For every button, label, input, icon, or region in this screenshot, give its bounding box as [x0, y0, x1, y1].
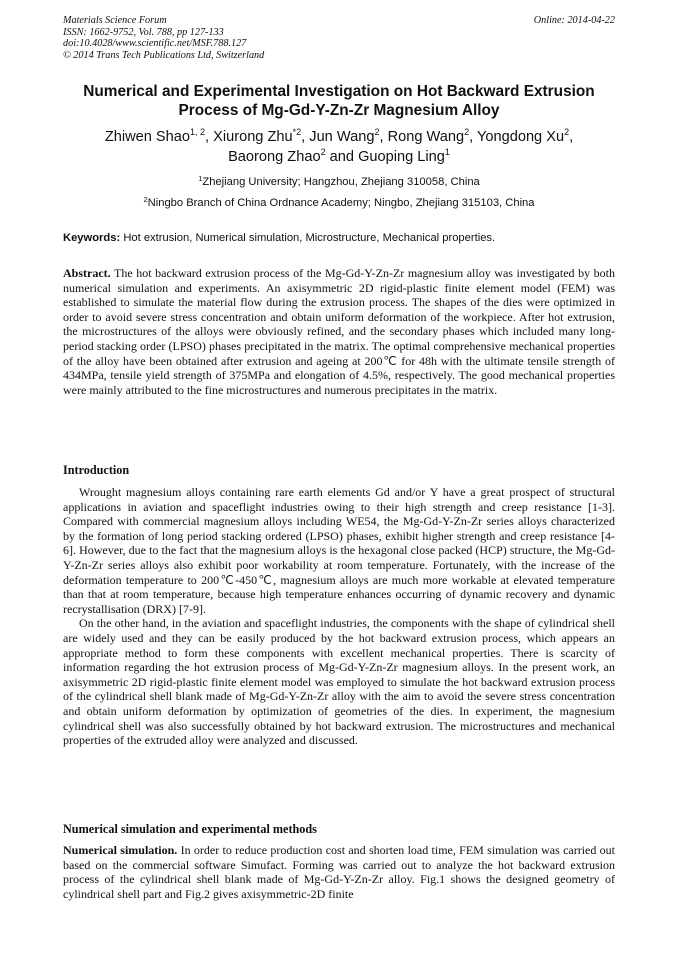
title-line-2: Process of Mg-Gd-Y-Zn-Zr Magnesium Alloy — [178, 102, 500, 119]
author-affil-mark: 2 — [464, 127, 470, 137]
author-affil-mark: 2 — [564, 127, 570, 137]
abstract — [63, 266, 615, 397]
journal-doi: doi:10.4028/www.scientific.net/MSF.788.127 — [63, 38, 247, 50]
title-line-1: Numerical and Experimental Investigation on Hot Backward Extrusion — [83, 83, 595, 100]
journal-copyright: © 2014 Trans Tech Publications Ltd, Switzerland — [63, 49, 265, 61]
journal-info — [63, 15, 615, 61]
author-separator: , — [301, 129, 310, 145]
author-affil-mark: 2 — [374, 127, 380, 137]
abstract-label: Abstract. — [63, 266, 111, 280]
author-separator: , — [379, 129, 388, 145]
author-list — [63, 127, 615, 167]
keywords — [63, 231, 615, 245]
introduction-paragraph-2: On the other hand, in the aviation and spaceflight industries, the components with the shape of cylindrical shell are widely used and they can be easily produced by the hot backward extrusion process, which appears an appropriate method to form these components with excellent mechanical properties. There is scarcity of information regarding the hot extrusion process of Mg-Gd-Y-Zn-Zr magnesium alloys. In the present work, an axisymmetric 2D rigid-plastic finite element model was employed to simulate the hot backward extrusion process of the cylindrical shell blank made of Mg-Gd-Y-Zn-Zr alloy with the aim to avoid the severe stress concentration and obtain uniform deformation by optimization of geometries of the dies. In experiment, the magnesium cylindrical shell was also successfully obtained by hot backward extrusion. The microstructures and mechanical properties of the extruded alloy were analyzed and discussed. — [63, 616, 615, 748]
introduction-heading: Introduction — [63, 463, 130, 477]
keywords-text: Hot extrusion, Numerical simulation, Microstructure, Mechanical properties. — [123, 232, 496, 244]
introduction-body — [63, 485, 615, 748]
journal-issn: ISSN: 1662-9752, Vol. 788, pp 127-133 — [63, 26, 224, 38]
author-affil-mark: 1, 2 — [190, 127, 206, 137]
author-separator: , — [569, 129, 574, 145]
paper-title — [63, 82, 615, 120]
affiliation-text: Zhejiang University; Hangzhou, Zhejiang 310058, China — [202, 176, 480, 188]
author-name: Yongdong Xu — [476, 129, 565, 145]
author-name: Guoping Ling — [358, 149, 445, 165]
author-affil-mark: 1 — [444, 147, 450, 157]
introduction-paragraph-1: Wrought magnesium alloys containing rare earth elements Gd and/or Y have a great prospect of structural applications in aviation and spaceflight industries owing to their high strength and creep resistance [1-3]. Compared with commercial magnesium alloys including WE54, the Mg-Gd-Y-Zn-Zr series alloys characterized by the formation of long period stacking ordered (LPSO) phases, exhibit higher strength and creep resistance [4-6]. However, due to the fact that the magnesium alloys is the hexagonal close packed (HCP) structure, the Mg-Gd-Y-Zn-Zr series alloys also exhibit poor workability at room temperature. Fortunately, with the increase of the deformation temperature to 200℃-450℃, magnesium alloys are much more workable at elevated temperature than that at room temperature, because high temperature enhances occurring of dynamic recovery and dynamic recrystallisation (DRX) [7-9]. — [63, 485, 615, 616]
affiliation-text: Ningbo Branch of China Ordnance Academy; Ningbo, Zhejiang 315103, China — [147, 197, 535, 209]
methods-text: In order to reduce production cost and shorten load time, FEM simulation was carried out based on the commercial software Simufact. Forming was carried out to analyze the hot backward extrusion process of the cylindrical shell blank made of Mg-Gd-Y-Zn-Zr alloy. Fig.1 shows the designed geometry of cylindrical shell part and Fig.2 gives axisymmetric-2D finite — [63, 843, 616, 901]
affiliation-1 — [63, 175, 615, 189]
author-separator: , — [205, 129, 214, 145]
author-affil-mark: *2 — [292, 127, 302, 137]
author-name: Xiurong Zhu — [213, 129, 293, 145]
affiliation-mark: 2 — [143, 195, 148, 204]
author-line-1 — [63, 127, 615, 147]
methods-body — [63, 843, 615, 901]
author-name: Jun Wang — [309, 129, 375, 145]
journal-header — [63, 15, 615, 61]
journal-name: Materials Science Forum — [63, 15, 167, 26]
methods-heading: Numerical simulation and experimental methods — [63, 822, 317, 836]
affiliation-2 — [63, 196, 615, 210]
methods-subheading: Numerical simulation. — [63, 843, 178, 857]
author-name: Baorong Zhao — [228, 149, 321, 165]
author-separator: and — [325, 149, 359, 165]
abstract-text: The hot backward extrusion process of the Mg-Gd-Y-Zn-Zr magnesium alloy was investigated by both numerical simulation and experiments. An axisymmetric 2D rigid-plastic finite element model (FEM) was established to simulate the material flow during the extrusion process. The shapes of the dies were optimized in order to avoid severe stress concentration and obtain uniform deformation of the workpiece. After hot extrusion, the microstructures of the alloys were obviously refined, and the secondary phases which included many long-period stacking order (LPSO) phases precipitated in the matrix. The optimal comprehensive mechanical properties of the alloy have been obtained after extrusion and ageing at 200℃ for 48h with the ultimate tensile strength of 434MPa, tensile yield strength of 375MPa and elongation of 4.5%, respectively. The good mechanical properties were mainly attributed to the fine microstructures and numerous precipitates in the matrix. — [63, 266, 615, 397]
keywords-label: Keywords: — [63, 232, 121, 244]
online-date: Online: 2014-04-22 — [533, 15, 615, 26]
author-separator: , — [469, 129, 477, 145]
author-name: Zhiwen Shao — [104, 129, 190, 145]
author-affil-mark: 2 — [320, 147, 326, 157]
affiliation-mark: 1 — [198, 174, 203, 183]
author-name: Rong Wang — [387, 129, 465, 145]
author-line-2 — [63, 147, 615, 167]
